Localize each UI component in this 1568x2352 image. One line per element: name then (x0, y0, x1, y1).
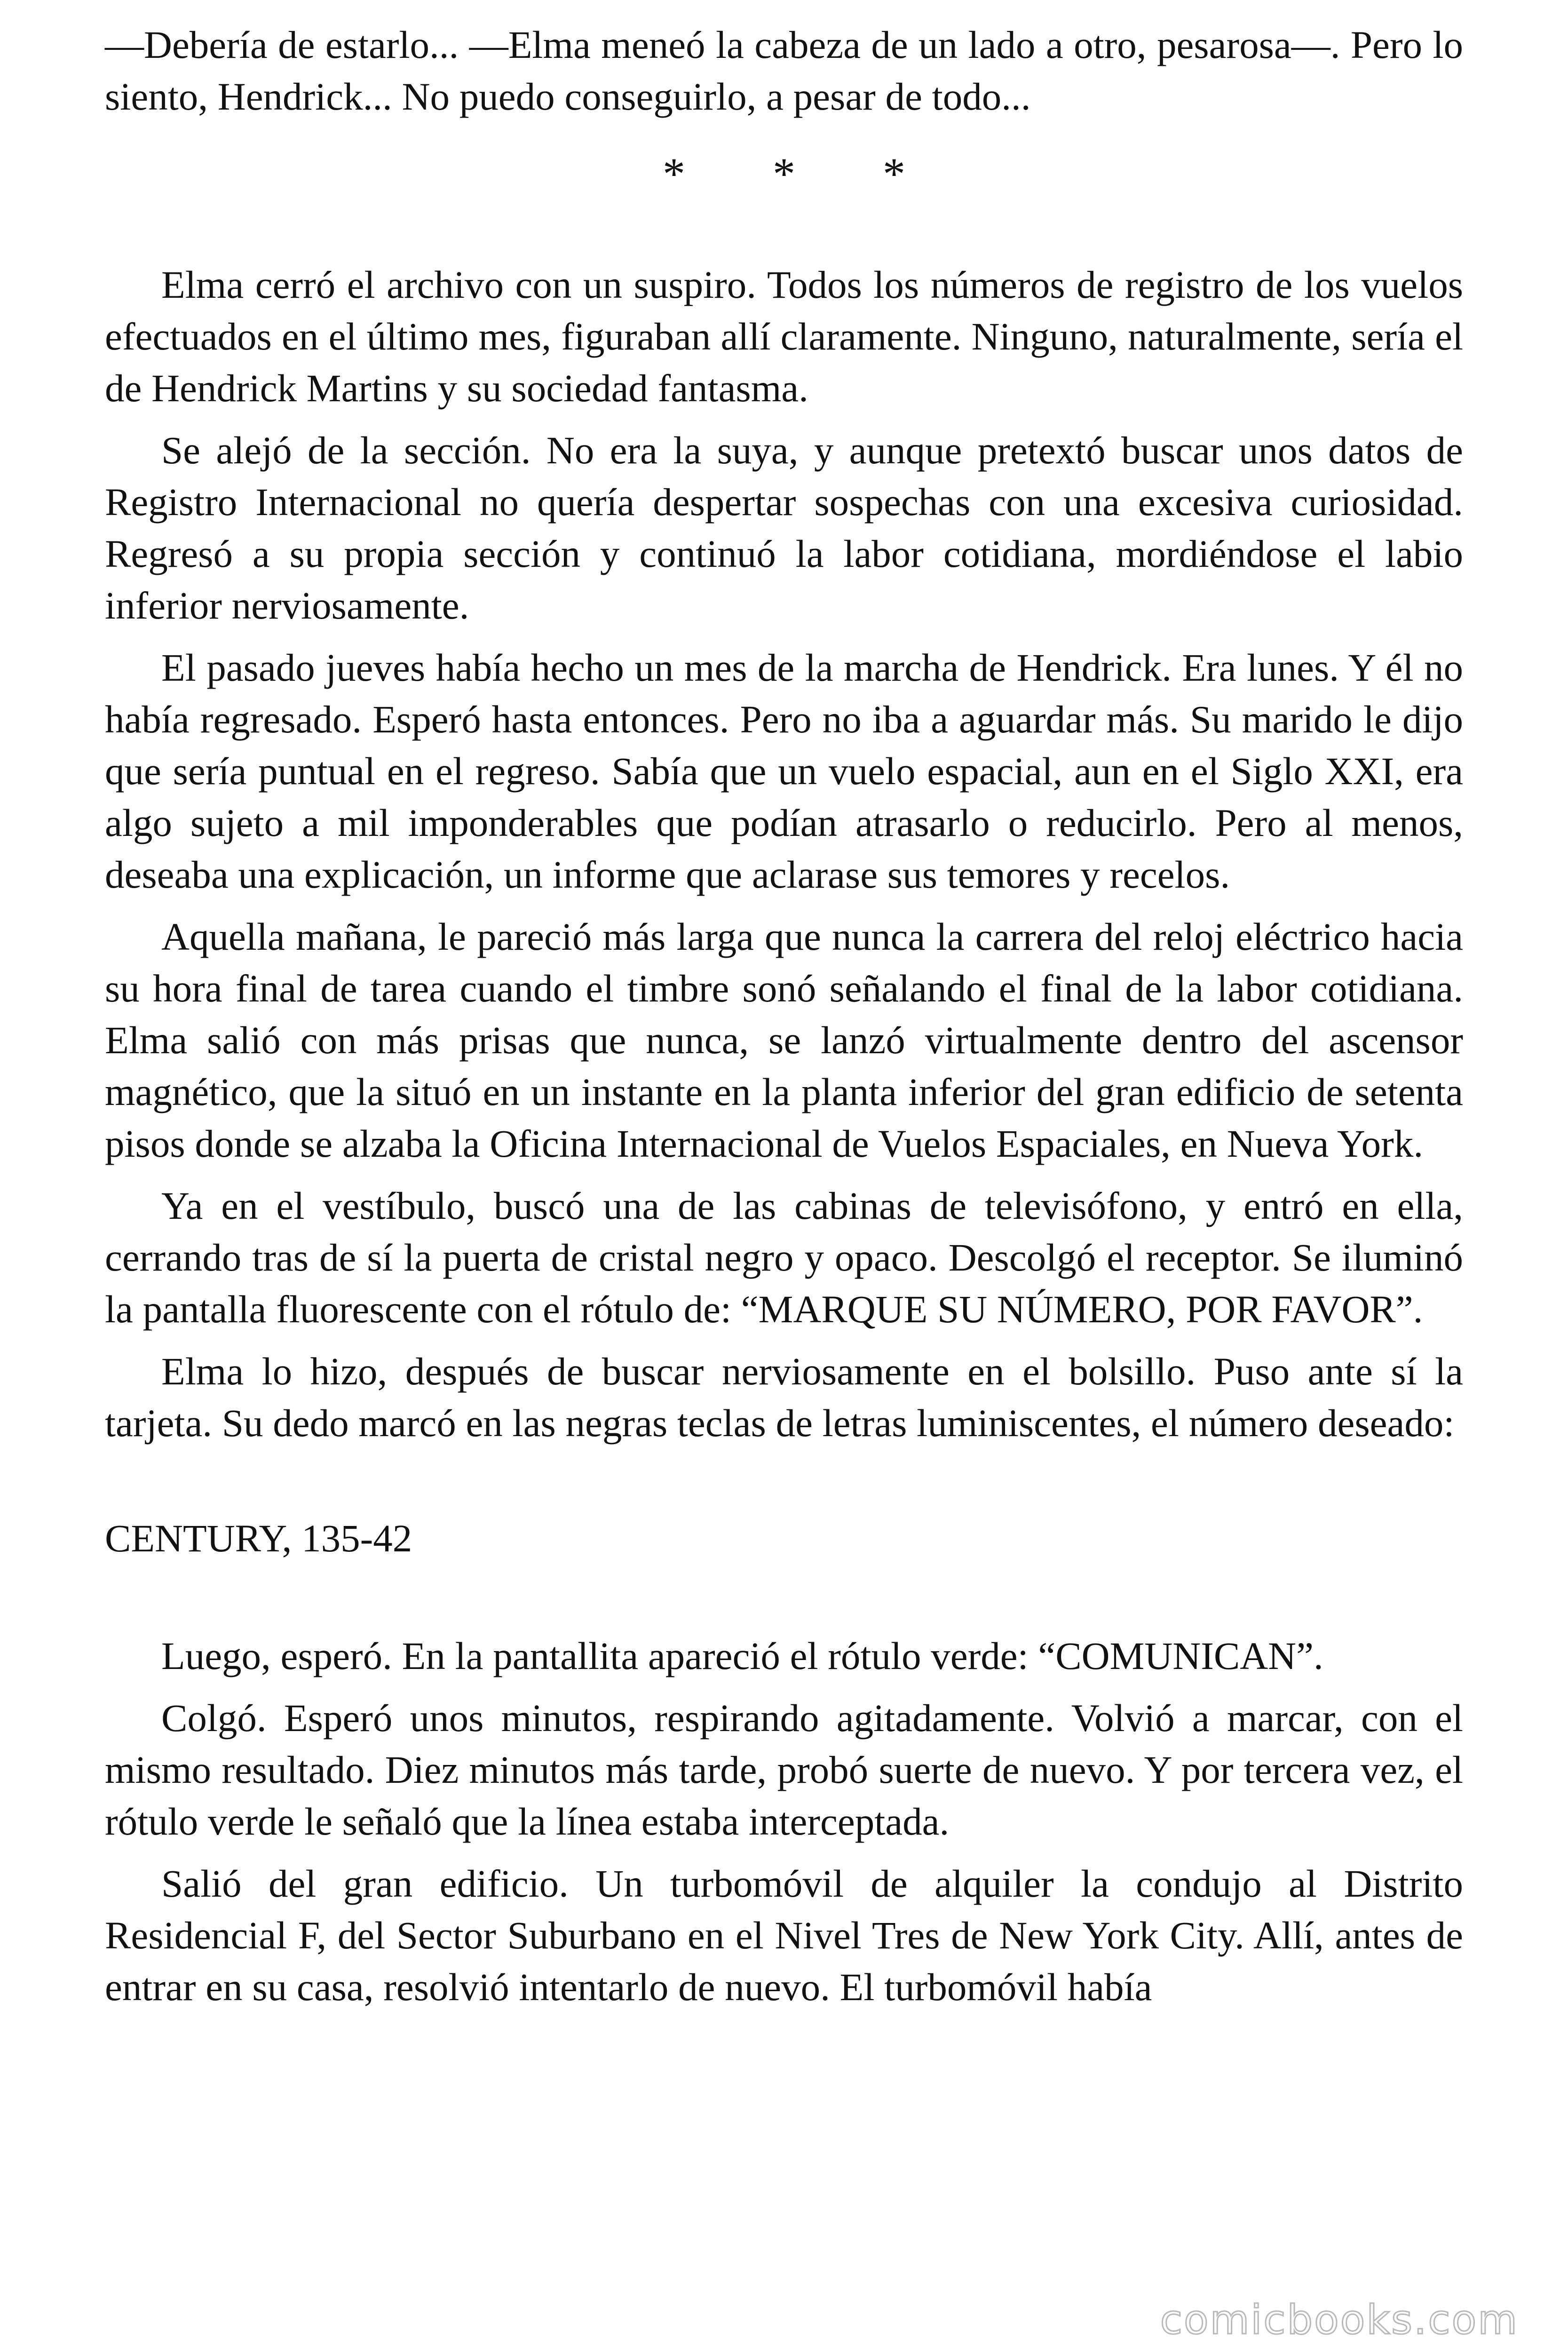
paragraph-departure: Salió del gran edificio. Un turbomóvil de alquiler la condujo al Distrito Residencial F, del Sector Suburbano en el Nivel Tres de New York City. Allí, antes de entrar en su casa, resolvió intentarlo de nuevo. El turbomóvil había (105, 1862, 1463, 2009)
paragraph-dialogue: —Debería de estarlo... —Elma meneó la cabeza de un lado a otro, pesarosa—. Pero lo siento, Hendrick... No puedo conseguirlo, a pesar de todo... (105, 23, 1463, 118)
separator-asterisk: * (773, 149, 795, 199)
separator-asterisk: * (883, 149, 905, 199)
watermark-logo: comicbooks.com (1160, 2296, 1519, 2344)
paragraph-busy: Luego, esperó. En la pantallita apareció el rótulo verde: “COMUNICAN”. (161, 1634, 1323, 1677)
book-page (105, 19, 1463, 2023)
paragraph-retry: Colgó. Esperó unos minutos, respirando agitadamente. Volvió a marcar, con el mismo resultado. Diez minutos más tarde, probó suerte de nuevo. Y por tercera vez, el rótulo verde le señaló que la línea estaba interceptada. (105, 1696, 1463, 1843)
section-separator (105, 146, 1463, 202)
paragraph-archive: Elma cerró el archivo con un suspiro. Todos los números de registro de los vuelos efectuados en el último mes, figuraban allí claramente. Ninguno, naturalmente, sería el de Hendrick Martins y su sociedad fantasma. (105, 263, 1463, 410)
paragraph-lobby: Ya en el vestíbulo, buscó una de las cabinas de televisófono, y entró en ella, cerrando tras de sí la puerta de cristal negro y opaco. Descolgó el receptor. Se iluminó la pantalla fluorescente con el rótulo de: “MARQUE SU NÚMERO, POR FAVOR”. (105, 1184, 1463, 1331)
paragraph-dialing: Elma lo hizo, después de buscar nerviosamente en el bolsillo. Puso ante sí la tarjeta. Su dedo marcó en las negras teclas de letras luminiscentes, el número deseado: (105, 1350, 1463, 1445)
phone-number-line: CENTURY, 135-42 (105, 1517, 412, 1560)
separator-asterisk: * (663, 149, 685, 199)
paragraph-thursday: El pasado jueves había hecho un mes de la marcha de Hendrick. Era lunes. Y él no había regresado. Esperó hasta entonces. Pero no iba a aguardar más. Su marido le dijo que sería puntual en el regreso. Sabía que un vuelo espacial, aun en el Siglo XXI, era algo sujeto a mil imponderables que podían atrasarlo o reducirlo. Pero al menos, deseaba una explicación, un informe que aclarase sus temores y recelos. (105, 646, 1463, 896)
paragraph-section: Se alejó de la sección. No era la suya, y aunque pretextó buscar unos datos de Registro Internacional no quería despertar sospechas con una excesiva curiosidad. Regresó a su propia sección y continuó la labor cotidiana, mordiéndose el labio inferior nerviosamente. (105, 429, 1463, 627)
paragraph-morning: Aquella mañana, le pareció más larga que nunca la carrera del reloj eléctrico hacia su hora final de tarea cuando el timbre sonó señalando el final de la labor cotidiana. Elma salió con más prisas que nunca, se lanzó virtualmente dentro del ascensor magnético, que la situó en un instante en la planta inferior del gran edificio de setenta pisos donde se alzaba la Oficina Internacional de Vuelos Espaciales, en Nueva York. (105, 915, 1463, 1165)
